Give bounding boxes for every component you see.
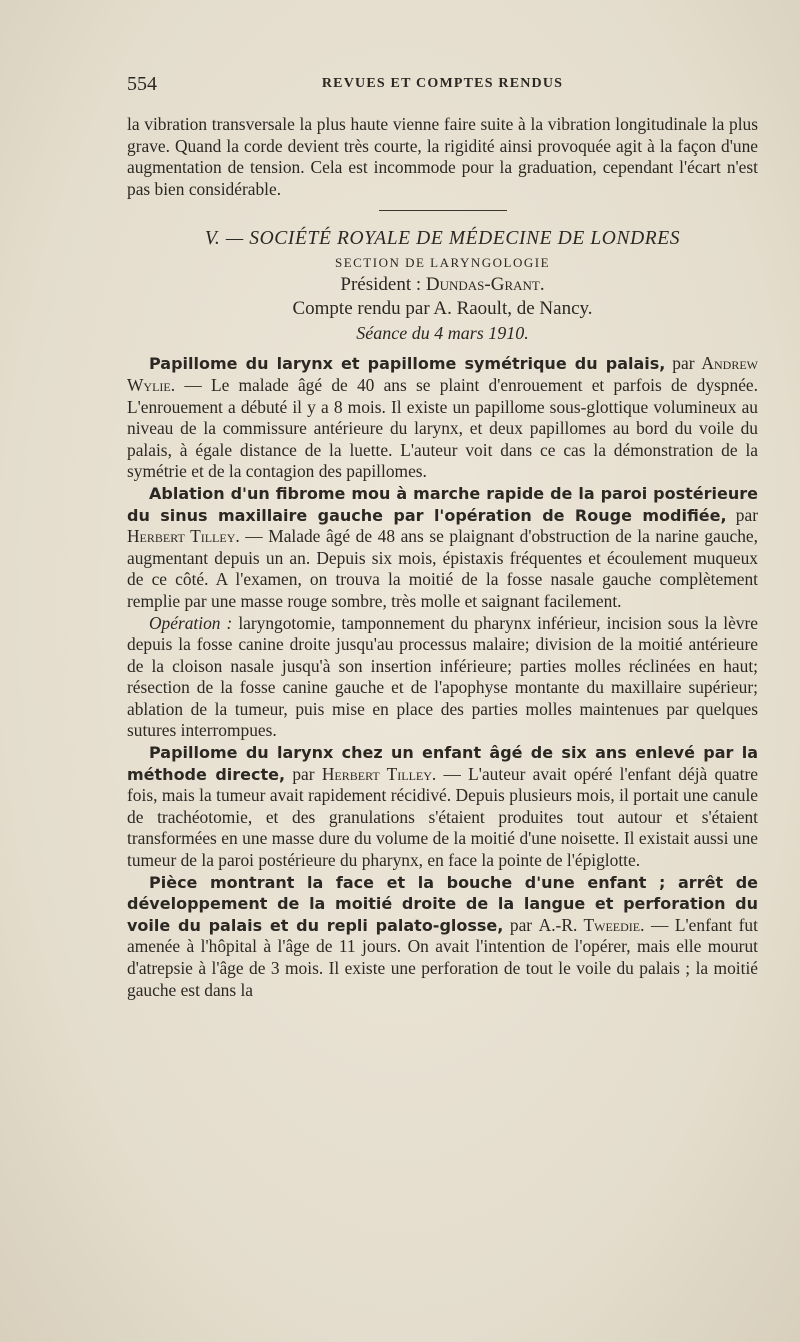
article-1-author: Andrew Wylie. bbox=[127, 353, 758, 395]
president-name: Dundas-Grant. bbox=[425, 274, 545, 296]
article-2-by: par bbox=[735, 504, 758, 525]
president-label: Président : bbox=[340, 274, 422, 296]
article-1-by: par bbox=[672, 353, 695, 374]
operation-label: Opération : bbox=[149, 612, 233, 633]
article-1-text: — Le malade âgé de 40 ans se plaint d'enrouement et parfois de dyspnée. L'enrouement a débuté il y a 8 mois. Il existe un papillome sous-glottique volumineux au niveau de la commissure antérieure du larynx, et deux papillomes au bord du voile du palais, à égale distance de la luette. L'auteur voit dans ce cas la démonstration de la symétrie et de la contagion des papillomes. bbox=[127, 374, 758, 482]
article-2-author: Herbert Tilley. bbox=[127, 526, 240, 547]
article-3 bbox=[127, 742, 758, 872]
article-3-author: Herbert Tilley. bbox=[321, 763, 437, 784]
article-1-title: Papillome du larynx et papillome symétrique du palais, bbox=[149, 354, 666, 374]
article-3-text: — L'auteur avait opéré l'enfant déjà quatre fois, mais la tumeur avait rapidement récidivé. Depuis plusieurs mois, il portait une canule de trachéotomie, et des granulations s'étaient produites tout autour et s'étaient transformées en une masse dure du volume de la moitié d'une noisette. Il existait aussi une tumeur de la paroi postérieure du pharynx, en face la pointe de l'épiglotte. bbox=[127, 763, 758, 871]
article-2-text: — Malade âgé de 48 ans se plaignant d'obstruction de la narine gauche, augmentant depuis un an. Depuis six mois, épistaxis fréquentes et écoulement muqueux de ce côté. A l'examen, on trouva la moitié de la fosse nasale gauche complètement remplie par une masse rouge sombre, très molle et saignant facilement. bbox=[127, 526, 758, 611]
section-divider bbox=[379, 210, 507, 211]
section-heading bbox=[127, 225, 758, 253]
article-2-operation bbox=[127, 613, 758, 743]
article-2 bbox=[127, 483, 758, 613]
section-number: V. bbox=[204, 228, 221, 250]
running-head: REVUES ET COMPTES RENDUS bbox=[321, 76, 564, 91]
page-body bbox=[127, 114, 758, 1001]
president-line bbox=[127, 273, 758, 297]
article-4-title: Pièce montrant la face et la bouche d'une enfant ; arrêt de développement de la moitié droite de la langue et perforation du voile du palais et du repli palato-glosse, bbox=[127, 872, 758, 935]
seance-date: Séance du 4 mars 1910. bbox=[356, 323, 529, 344]
operation-text: laryngotomie, tamponnement du pharynx inférieur, incision sous la lèvre depuis la fosse canine droite jusqu'au processus malaire; division de la moitié antérieure de la cloison nasale jusqu'à son insertion inférieure; parties molles réclinées en haut; résection de la fosse canine gauche et de l'apophyse montante du maxillaire supérieur; ablation de la tumeur, puis mise en place des parties molles maintenues par quelques sutures interrompues. bbox=[127, 612, 758, 741]
section-dash: — bbox=[225, 228, 244, 250]
section-title: SOCIÉTÉ ROYALE DE MÉDECINE DE LONDRES bbox=[249, 228, 681, 250]
article-4-text: — L'enfant fut amenée à l'hôpital à l'âge de 11 jours. On avait l'intention de l'opérer, mais elle mourut d'atrepsie à l'âge de 3 mois. Il existe une perforation de tout le voile du palais ; la moitié gauche est dans la bbox=[127, 914, 758, 1000]
article-4 bbox=[127, 872, 758, 1002]
article-4-by: par bbox=[509, 914, 533, 935]
subsection-title: SECTION DE LARYNGOLOGIE bbox=[334, 255, 551, 271]
article-3-by: par bbox=[292, 763, 315, 784]
article-3-title: Papillome du larynx chez un enfant âgé de six ans enlevé par la méthode directe, bbox=[127, 743, 758, 784]
article-4-author: A.-R. Tweedie. bbox=[538, 914, 645, 935]
article-1 bbox=[127, 353, 758, 483]
page-number: 554 bbox=[127, 73, 157, 95]
report-line: Compte rendu par A. Raoult, de Nancy. bbox=[292, 298, 593, 320]
page-header bbox=[127, 73, 758, 97]
article-2-title: Ablation d'un fibrome mou à marche rapide de la paroi postérieure du sinus maxillaire gauche par l'opération de Rouge modifiée, bbox=[127, 483, 758, 525]
intro-paragraph: la vibration transversale la plus haute vienne faire suite à la vibration longitudinale la plus grave. Quand la corde devient très courte, la rigidité ainsi provoquée agit à la façon d'une augmentation de tension. Cela est incommode pour la graduation, cependant l'écart n'est pas bien considérable. bbox=[127, 114, 758, 199]
